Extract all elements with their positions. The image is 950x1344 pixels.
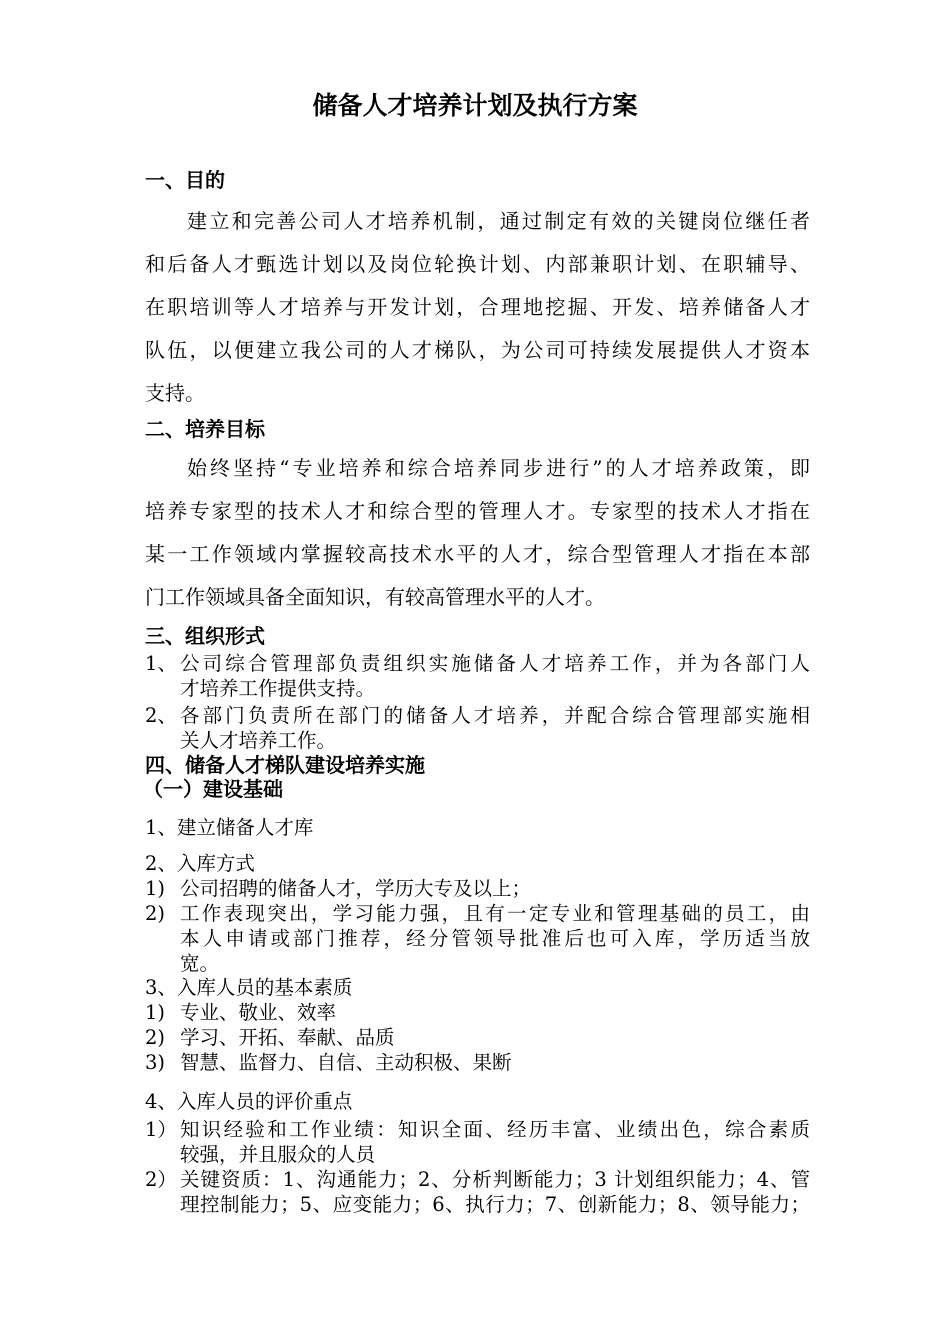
list-item bbox=[145, 876, 810, 901]
list-item-number: 2） bbox=[145, 1168, 177, 1191]
list-item-number: 2) bbox=[145, 1026, 166, 1049]
paragraph-line: 在职培训等人才培养与开发计划，合理地挖掘、开发、培养储备人才 bbox=[145, 295, 810, 319]
section-4-heading: 四、储备人才梯队建设培养实施 bbox=[145, 753, 425, 777]
document-title: 储备人才培养计划及执行方案 bbox=[312, 91, 638, 120]
list-item-number: 2、 bbox=[145, 704, 177, 727]
list-item bbox=[145, 703, 810, 753]
section-1-paragraph bbox=[145, 200, 810, 415]
section-1-heading: 一、目的 bbox=[145, 168, 225, 192]
list-item-line: 专业、敬业、效率 bbox=[180, 1001, 337, 1024]
section-3-heading: 三、组织形式 bbox=[145, 624, 265, 648]
section-2-heading: 二、培养目标 bbox=[145, 417, 265, 441]
list-item-line: 本人申请或部门推荐，经分管领导批准后也可入库，学历适当放 bbox=[180, 927, 810, 950]
list-item-line: 关键资质：1、沟通能力；2、分析判断能力；3 计划组织能力；4、管 bbox=[180, 1168, 810, 1191]
step-3: 3、入库人员的基本素质 bbox=[145, 976, 353, 999]
section-2-paragraph bbox=[145, 447, 810, 619]
paragraph-line: 队伍，以便建立我公司的人才梯队，为公司可持续发展提供人才资本 bbox=[145, 338, 810, 362]
list-item-number: 3) bbox=[145, 1051, 166, 1074]
list-item-number: 1) bbox=[145, 1001, 166, 1024]
list-item bbox=[145, 1050, 810, 1075]
list-item bbox=[145, 901, 810, 976]
paragraph-line: 支持。 bbox=[145, 381, 205, 405]
step-2: 2、入库方式 bbox=[145, 852, 255, 875]
paragraph-line: 某一工作领域内掌握较高技术水平的人才，综合型管理人才指在本部 bbox=[145, 542, 810, 566]
list-item-line: 智慧、监督力、自信、主动积极、果断 bbox=[180, 1051, 512, 1074]
list-item-number: 1、 bbox=[145, 652, 177, 675]
step-4: 4、入库人员的评价重点 bbox=[145, 1090, 353, 1113]
list-item bbox=[145, 1117, 810, 1167]
list-item-number: 1） bbox=[145, 1118, 177, 1141]
list-item-line: 关人才培养工作。 bbox=[180, 729, 337, 752]
list-item-number: 2) bbox=[145, 902, 166, 925]
paragraph-line: 门工作领域具备全面知识，有较高管理水平的人才。 bbox=[145, 585, 605, 609]
list-item-line: 较强，并且服众的人员 bbox=[180, 1143, 376, 1166]
list-item-line: 工作表现突出，学习能力强，且有一定专业和管理基础的员工，由 bbox=[180, 902, 810, 925]
list-item bbox=[145, 1000, 810, 1025]
paragraph-line: 始终坚持“专业培养和综合培养同步进行”的人才培养政策，即 bbox=[187, 456, 810, 480]
list-item-line: 公司招聘的储备人才，学历大专及以上； bbox=[180, 877, 532, 900]
list-item bbox=[145, 1167, 810, 1217]
subsection-heading: （一）建设基础 bbox=[143, 777, 283, 801]
list-item bbox=[145, 651, 810, 701]
list-item-line: 宽。 bbox=[180, 952, 220, 975]
list-item-line: 知识经验和工作业绩：知识全面、经历丰富、业绩出色，综合素质 bbox=[180, 1118, 810, 1141]
paragraph-line: 和后备人才甄选计划以及岗位轮换计划、内部兼职计划、在职辅导、 bbox=[145, 252, 810, 276]
list-item bbox=[145, 1025, 810, 1050]
list-item-line: 公司综合管理部负责组织实施储备人才培养工作，并为各部门人 bbox=[180, 652, 810, 675]
list-item-number: 1) bbox=[145, 877, 166, 900]
list-item-line: 理控制能力；5、应变能力；6、执行力；7、创新能力；8、领导能力； bbox=[180, 1193, 810, 1216]
paragraph-line: 培养专家型的技术人才和综合型的管理人才。专家型的技术人才指在 bbox=[145, 499, 810, 523]
list-item-line: 各部门负责所在部门的储备人才培养，并配合综合管理部实施相 bbox=[180, 704, 810, 727]
list-item-line: 才培养工作提供支持。 bbox=[180, 677, 376, 700]
list-item-line: 学习、开拓、奉献、品质 bbox=[180, 1026, 395, 1049]
paragraph-line: 建立和完善公司人才培养机制，通过制定有效的关键岗位继任者 bbox=[187, 209, 810, 233]
step-1: 1、建立储备人才库 bbox=[145, 816, 314, 839]
